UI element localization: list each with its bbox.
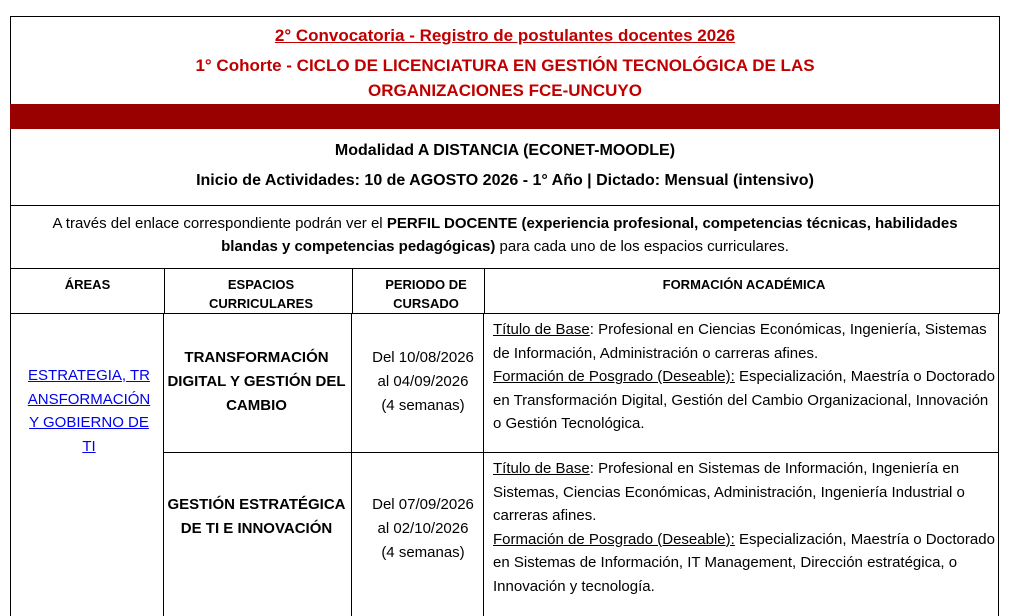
posgrado-label: Formación de Posgrado (Deseable): (493, 368, 735, 385)
periodo-inicio: Del 10/08/2026 (372, 349, 474, 366)
red-divider-band (10, 104, 1000, 129)
column-headers (10, 269, 1000, 314)
header-block (10, 16, 1000, 105)
col-header-espacios: ESPACIOS CURRICULARES (209, 277, 313, 311)
area-cell (10, 314, 164, 616)
modalidad-line: Modalidad A DISTANCIA (ECONET-MOODLE) (334, 142, 676, 159)
espacio-curricular: TRANSFORMACIÓN DIGITAL Y GESTIÓN DEL CAMBIO (167, 349, 346, 414)
periodo-fin: al 02/10/2026 (377, 520, 469, 537)
periodo-duracion: (4 semanas) (381, 397, 465, 414)
divider (164, 269, 165, 313)
posgrado-text: Especialización, Maestría o Doctorado en Sistemas de Información, IT Management, Dirección estratégica, o Innovación y tecnología. (493, 530, 995, 595)
perfil-bold: PERFIL DOCENTE (experiencia profesional, competencias técnicas, habilidades blandas y competencias pedagógicas) (221, 215, 958, 255)
inicio-actividades-line: Inicio de Actividades: 10 de AGOSTO 2026 - 1° Año | Dictado: Mensual (intensivo) (196, 172, 814, 189)
perfil-post: para cada uno de los espacios curriculares. (495, 238, 789, 255)
perfil-pre: A través del enlace correspondiente podrán ver el (52, 215, 387, 232)
subtitle-line-2: ORGANIZACIONES FCE-UNCUYO (368, 81, 642, 100)
periodo-inicio: Del 07/09/2026 (372, 496, 474, 513)
perfil-paragraph (41, 212, 969, 258)
convocatoria-title: 2° Convocatoria - Registro de postulantes docentes 2026 (274, 26, 736, 45)
table-row (163, 314, 999, 453)
cohorte-subtitle (11, 53, 999, 103)
perfil-docente-note (10, 206, 1000, 269)
col-header-areas: ÁREAS (64, 277, 111, 292)
formacion-academica (493, 318, 998, 436)
subtitle-line-1: 1° Cohorte - CICLO DE LICENCIATURA EN GESTIÓN TECNOLÓGICA DE LAS (195, 56, 815, 75)
col-header-formacion: FORMACIÓN ACADÉMICA (662, 277, 826, 292)
divider (484, 269, 485, 313)
titulo-base-label: Título de Base (493, 321, 590, 338)
area-link-estrategia[interactable]: ESTRATEGIA, TRANSFORMACIÓN Y GOBIERNO DE TI (27, 367, 151, 455)
formacion-academica (493, 457, 998, 598)
posgrado-text: Especialización, Maestría o Doctorado en Transformación Digital, Gestión del Cambio Organizacional, Innovación o Gestión Tecnológica. (493, 368, 995, 432)
divider (352, 269, 353, 313)
modalidad-block (10, 129, 1000, 206)
titulo-base-text: : Profesional en Sistemas de Información, Ingeniería en Sistemas, Ciencias Económicas, Administración, Ingeniería Industrial o carreras afines. (493, 460, 965, 524)
document-table (10, 16, 1000, 616)
titulo-base-text: : Profesional en Ciencias Económicas, Ingeniería, Sistemas de Información, Administración o carreras afines. (493, 321, 987, 362)
table-row (163, 453, 999, 616)
col-header-periodo: PERIODO DE CURSADO (385, 277, 467, 311)
periodo-duracion: (4 semanas) (381, 544, 465, 561)
periodo-fin: al 04/09/2026 (377, 373, 469, 390)
periodo-cursado (353, 346, 493, 418)
periodo-cursado (353, 493, 493, 565)
espacio-curricular: GESTIÓN ESTRATÉGICA DE TI E INNOVACIÓN (167, 496, 346, 537)
posgrado-label: Formación de Posgrado (Deseable): (493, 530, 735, 548)
titulo-base-label: Título de Base (493, 460, 590, 477)
